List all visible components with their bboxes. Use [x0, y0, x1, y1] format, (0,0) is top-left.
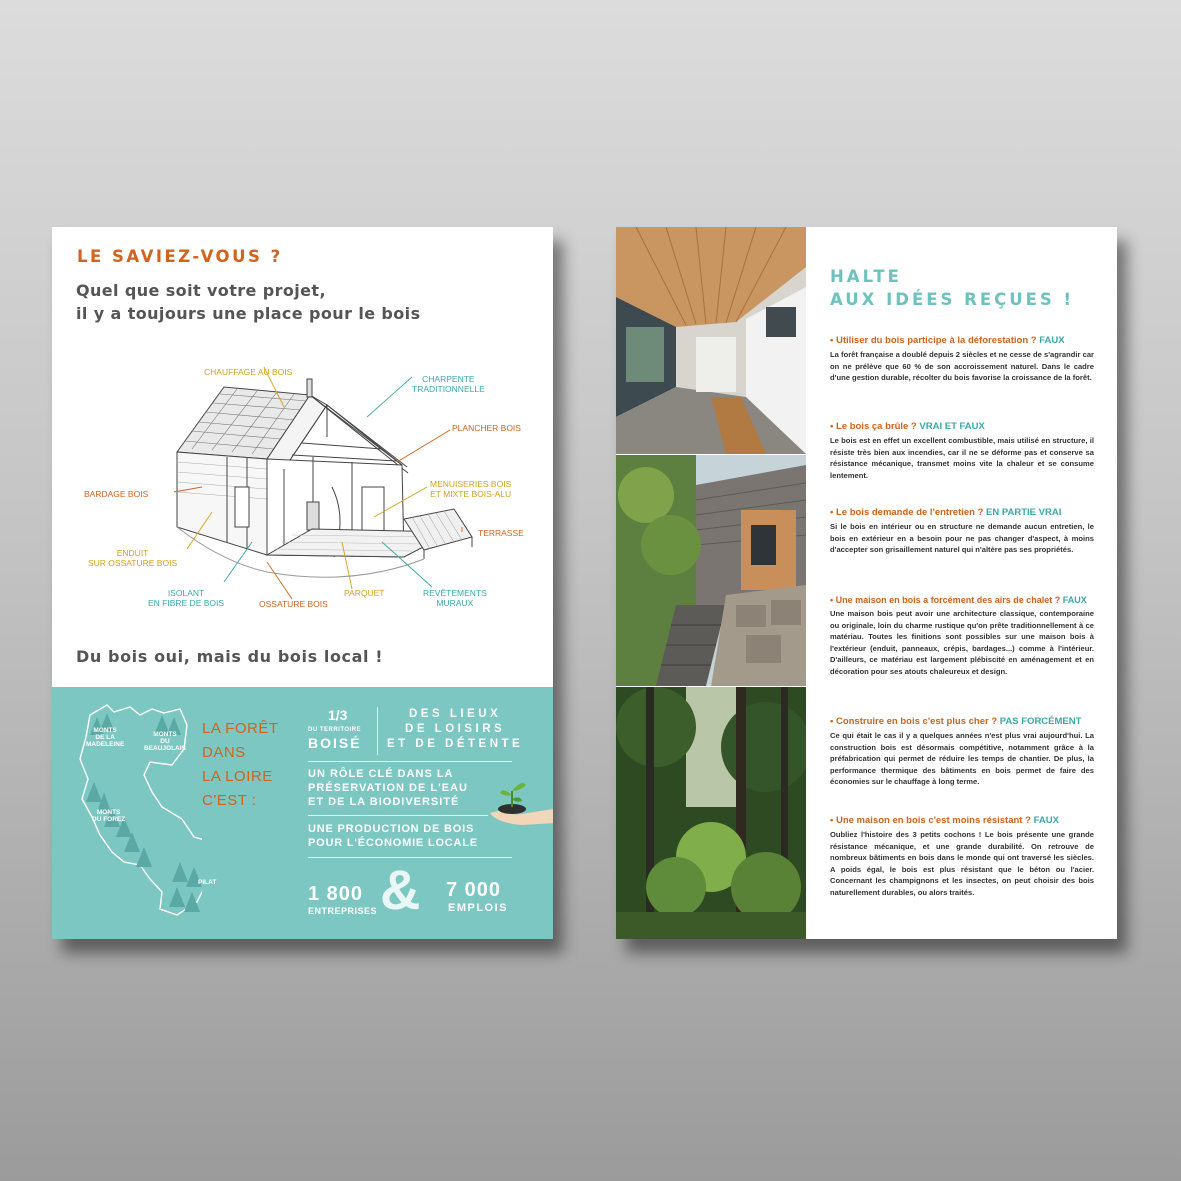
- lieux-text: DES LIEUX DE LOISIRS ET DE DÉTENTE: [387, 708, 524, 750]
- myth-question: • Une maison en bois c'est moins résistant ? FAUX: [830, 815, 1059, 826]
- foret-line-4: C'EST :: [202, 792, 257, 809]
- exterior-photo: [616, 455, 806, 686]
- halte-title: [830, 265, 1074, 311]
- entreprises-label: ENTREPRISES: [308, 906, 378, 916]
- myth-answer: Le bois est en effet un excellent combustible, mais utilisé en structure, il résiste très bien aux incendies, car il ne se déforme pas et conserve sa résistance mécanique, transmet moins vite la chaleur et se consume lentement.: [830, 436, 1094, 480]
- page-subtitle: [76, 279, 421, 325]
- myth-question: • Une maison en bois a forcément des airs de chalet ? FAUX: [830, 595, 1087, 605]
- label-parquet: PARQUET: [344, 588, 385, 598]
- forest-info-band: [52, 687, 553, 939]
- flyer-front-page: [52, 227, 553, 939]
- hand-seedling-icon: [482, 765, 553, 825]
- myth-question: • Le bois ça brûle ? VRAI ET FAUX: [830, 421, 985, 432]
- emplois-number: 7 000: [446, 879, 502, 901]
- foret-line-1: LA FORÊT: [202, 720, 279, 737]
- foret-line-3: LA LOIRE: [202, 768, 273, 785]
- foret-line-2: DANS: [202, 744, 246, 761]
- divider-vertical: [377, 707, 378, 755]
- emplois-label: EMPLOIS: [448, 902, 509, 914]
- label-ossature: OSSATURE BOIS: [259, 599, 328, 609]
- map-label-madeleine: MONTS DE LA MADELEINE: [86, 727, 125, 748]
- label-bardage: BARDAGE BOIS: [84, 489, 149, 499]
- myth-answer: Oubliez l'histoire des 3 petits cochons ! Le bois présente une grande résistance mécanique, et une grande durabilité. On retrouve de nombreux bâtiments en bois dans le monde qui ont traversé les siècles. A poids égal, le bois est plus résistant que le béton ou l'acier. Concernant les champignons et les insectes, on peut choisir des bois naturellement durables, ou alors traités.: [830, 830, 1094, 897]
- myth-answer: Une maison bois peut avoir une architecture classique, contemporaine ou originale, loin du charme rustique qu'on prête traditionnellement à ce matériau. Toutes les finitions sont possibles sur une maison bois à l'extérieur (enduit, panneaux, crépis, bardages...) comme à l'intérieur. D'ailleurs, ce matériau est largement plébiscité en aménagement et en décoration pour ses atouts chaleureux et design.: [830, 609, 1094, 676]
- myth-question: • Utiliser du bois participe à la déforestation ? FAUX: [830, 335, 1065, 346]
- label-chauffage: CHAUFFAGE AU BOIS: [204, 367, 293, 377]
- flyer-back-page: [616, 227, 1117, 939]
- label-enduit: ENDUIT SUR OSSATURE BOIS: [88, 548, 178, 568]
- fraction-sub: DU TERRITOIRE: [308, 727, 362, 733]
- label-terrasse: TERRASSE: [478, 528, 524, 538]
- fraction-value: 1/3: [328, 707, 348, 723]
- myth-item: [830, 507, 1094, 556]
- label-charpente: CHARPENTE TRADITIONNELLE: [412, 374, 485, 394]
- label-revetements: REVÊTEMENTS MURAUX: [423, 588, 487, 608]
- myth-item: [830, 335, 1094, 384]
- map-label-beaujolais: MONTS DU BEAUJOLAIS: [144, 731, 186, 752]
- production-text: UNE PRODUCTION DE BOIS POUR L'ÉCONOMIE LOCALE: [308, 823, 478, 849]
- interior-photo: [616, 227, 806, 454]
- myth-answer: Ce qui était le cas il y a quelques années n'est plus vrai aujourd'hui. La construction bois est désormais compétitive, notamment grâce à la préfabrication qui permet de réduire les temps de chantier. De plus, la performance thermique des bâtiments en bois permet de faire des économies sur le chauffage à long terme.: [830, 731, 1094, 787]
- local-heading: Du bois oui, mais du bois local !: [76, 647, 384, 666]
- forest-photo: [616, 687, 806, 939]
- map-label-forez: MONTS DU FOREZ: [92, 809, 126, 823]
- kicker-title: LE SAVIEZ-VOUS ?: [77, 247, 283, 266]
- divider-1: [308, 761, 512, 762]
- boise-label: BOISÉ: [308, 735, 362, 751]
- myth-question: • Le bois demande de l'entretien ? EN PARTIE VRAI: [830, 507, 1062, 518]
- subtitle-line-1: Quel que soit votre projet,: [76, 281, 326, 300]
- myth-question: • Construire en bois c'est plus cher ? PAS FORCÉMENT: [830, 716, 1082, 727]
- myth-item: [830, 716, 1094, 788]
- map-label-pilat: PILAT: [198, 879, 217, 886]
- myth-item: [830, 421, 1094, 481]
- halte-line-1: HALTE: [830, 267, 902, 286]
- foret-heading: [202, 717, 279, 813]
- role-text: UN RÔLE CLÉ DANS LA PRÉSERVATION DE L'EAU ET DE LA BIODIVERSITÉ: [308, 768, 468, 808]
- label-plancher: PLANCHER BOIS: [452, 423, 521, 433]
- subtitle-line-2: il y a toujours une place pour le bois: [76, 304, 421, 323]
- myth-item: [830, 594, 1094, 678]
- myth-answer: Si le bois en intérieur ou en structure ne demande aucun entretien, le bois en extérieur en a besoin pour ne pas changer d'aspect, à moins d'accepter son grisaillement naturel qui n'altère pas ses propriétés.: [830, 522, 1094, 555]
- ampersand: &: [380, 858, 421, 921]
- label-menuiseries: MENUISERIES BOIS ET MIXTE BOIS-ALU: [430, 479, 512, 499]
- label-isolant: ISOLANT EN FIBRE DE BOIS: [148, 588, 225, 608]
- halte-line-2: AUX IDÉES REÇUES !: [830, 290, 1075, 309]
- myth-item: [830, 815, 1094, 899]
- divider-2: [308, 815, 488, 816]
- myth-answer: La forêt française a doublé depuis 2 siècles et ne cesse de s'agrandir car on ne prélève que 60 % de son accroissement naturel. Dans le cadre d'une gestion durable, récolter du bois favorise la croissance de la forêt.: [830, 350, 1094, 383]
- loire-map: [52, 687, 202, 939]
- entreprises-number: 1 800: [308, 883, 364, 905]
